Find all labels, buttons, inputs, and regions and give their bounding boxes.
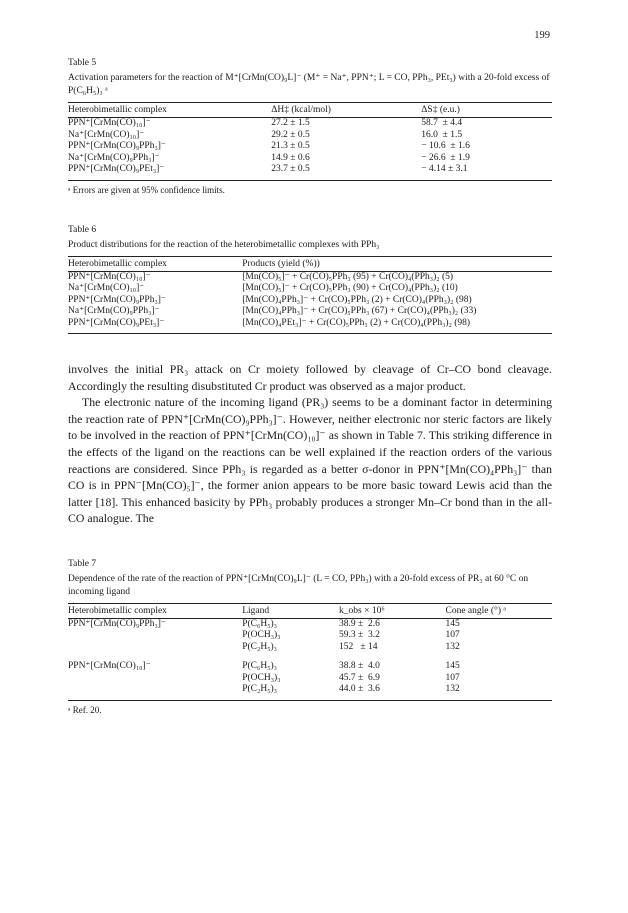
table-cell: 107 xyxy=(445,672,460,683)
table-row xyxy=(68,164,552,180)
table-7 xyxy=(68,603,552,701)
table-cell: PPN⁺[CrMn(CO)₉PPh₃]⁻ xyxy=(68,294,166,305)
table-cell: 58.7 ± 4.4 xyxy=(421,118,463,128)
table-cell: Na⁺[CrMn(CO)₉PPh₃]⁻ xyxy=(68,306,160,316)
table-cell: − 10.6 ± 1.6 xyxy=(421,141,470,151)
table-cell: 38.8 ± 4.0 xyxy=(339,661,380,672)
table-cell: PPN⁺[CrMn(CO)₁₀]⁻ xyxy=(68,271,151,282)
table-cell: 45.7 ± 6.9 xyxy=(339,672,380,683)
table-cell: [Mn(CO)₄PPh₃]⁻ + Cr(CO)₅PPh₃ (2) + Cr(CO)₄(PPh₃)₂ (98) xyxy=(242,294,472,305)
table-cell: 38.9 ± 2.6 xyxy=(339,618,380,629)
table-cell: 107 xyxy=(445,630,460,641)
table-cell: P(C₆H₅)₃ xyxy=(242,661,277,672)
table-7-header: Heterobimetallic complex xyxy=(68,603,242,618)
table-7-footnote: ᵃ Ref. 20. xyxy=(68,704,102,715)
page-number: 199 xyxy=(534,30,550,41)
table-7-label: Table 7 xyxy=(68,558,97,569)
table-row xyxy=(68,118,552,130)
table-cell: P(OCH₃)₃ xyxy=(242,672,281,683)
table-cell: 21.3 ± 0.5 xyxy=(271,141,310,151)
table-cell: 14.9 ± 0.6 xyxy=(271,152,310,163)
table-cell: − 4.14 ± 3.1 xyxy=(421,164,468,174)
table-row xyxy=(68,283,552,295)
body-paragraph: involves the initial PR₃ attack on Cr moiety followed by cleavage of Cr–CO bond cleavage. Accordingly the resulting disubstituted Cr product was observed as a major product. xyxy=(68,362,552,393)
table-6-caption: Product distributions for the reaction of the heterobimetallic complexes with PPh₃ xyxy=(68,239,380,250)
table-row xyxy=(68,130,552,142)
table-cell: PPN⁺[CrMn(CO)₁₀]⁻ xyxy=(68,661,151,672)
table-cell: PPN⁺[CrMn(CO)₁₀]⁻ xyxy=(68,118,151,128)
table-cell: PPN⁺[CrMn(CO)₉PPh₃]⁻ xyxy=(68,141,166,151)
table-cell: 132 xyxy=(445,641,460,652)
table-row xyxy=(68,642,552,654)
table-cell: PPN⁺[CrMn(CO)₉PEt₃]⁻ xyxy=(68,317,165,328)
table-cell: 44.0 ± 3.6 xyxy=(339,684,380,695)
table-7-header: k_obs × 10⁶ xyxy=(339,603,445,618)
table-row xyxy=(68,295,552,307)
table-cell: PPN⁺[CrMn(CO)₉PEt₃]⁻ xyxy=(68,164,165,174)
table-cell: P(OCH₃)₃ xyxy=(242,630,281,641)
table-cell: 16.0 ± 1.5 xyxy=(421,129,463,140)
table-cell: [Mn(CO)₅]⁻ + Cr(CO)₅PPh₃ (90) + Cr(CO)₄(PPh₃)₂ (10) xyxy=(242,283,458,293)
table-cell: 23.7 ± 0.5 xyxy=(271,164,310,174)
body-paragraph: The electronic nature of the incoming ligand (PR₃) seems to be a dominant factor in determining the reaction rate of PPN⁺[CrMn(CO)₉PPh₃]⁻. However, neither electronic nor steric factors are likely to be involved in the reaction of PPN⁺[CrMn(CO)₁₀]⁻ as shown in Table 7. This striking difference in the effects of the ligand on the reactions can be well explained if the reaction orders of the various reactions are considered. Since PPh₃ is regarded as a better σ-donor in PPN⁺[Mn(CO)₄PPh₃]⁻ than CO is in PPN⁻[Mn(CO)₅]⁻, the former anion appears to be more basic toward Lewis acid than the latter [18]. This enhanced basicity by PPh₃ probably produces a stronger Mn–Cr bond than in the all-CO analogue. The xyxy=(68,395,552,526)
table-cell: 145 xyxy=(445,661,460,672)
table-cell: 27.2 ± 1.5 xyxy=(271,118,310,128)
table-cell: Na⁺[CrMn(CO)₁₀]⁻ xyxy=(68,283,145,293)
table-row xyxy=(68,630,552,642)
page-content xyxy=(68,58,552,715)
table-row xyxy=(68,318,552,334)
table-6-label: Table 6 xyxy=(68,224,97,235)
table-cell: Na⁺[CrMn(CO)₁₀]⁻ xyxy=(68,129,145,140)
table-5-section xyxy=(68,58,552,195)
table-7-caption: Dependence of the rate of the reaction of PPN⁺[CrMn(CO)₉L]⁻ (L = CO, PPh₃) with a 20-fold excess of PR₃ at 60 °C on incoming ligand xyxy=(68,573,529,597)
table-row xyxy=(68,618,552,630)
table-5-header: Heterobimetallic complex xyxy=(68,103,271,118)
table-cell: 29.2 ± 0.5 xyxy=(271,129,310,140)
table-cell: Na⁺[CrMn(CO)₉PPh₃]⁻ xyxy=(68,152,160,163)
table-cell: − 26.6 ± 1.9 xyxy=(421,152,470,163)
table-5-header: ΔH‡ (kcal/mol) xyxy=(271,103,421,118)
table-6-header: Heterobimetallic complex xyxy=(68,256,242,271)
table-5-label: Table 5 xyxy=(68,58,97,68)
table-cell: 132 xyxy=(445,684,460,695)
table-cell: PPN⁺[CrMn(CO)₉PPh₃]⁻ xyxy=(68,618,166,629)
table-7-header: Cone angle (°) ᵃ xyxy=(446,603,553,618)
table-row xyxy=(68,306,552,318)
table-row xyxy=(68,684,552,700)
table-cell: P(C₆H₅)₃ xyxy=(242,618,277,629)
table-5 xyxy=(68,102,552,181)
table-cell: [Mn(CO)₄PPh₃]⁻ + Cr(CO)₅PPh₃ (67) + Cr(CO)₄(PPh₃)₂ (33) xyxy=(242,306,477,316)
table-row xyxy=(68,661,552,673)
table-cell: P(C₂H₅)₃ xyxy=(242,684,277,695)
table-7-section xyxy=(68,559,552,715)
table-7-header: Ligand xyxy=(242,603,339,618)
table-6 xyxy=(68,256,552,335)
table-row xyxy=(68,673,552,685)
table-5-footnote: ᵃ Errors are given at 95% confidence limits. xyxy=(68,184,225,195)
table-6-section xyxy=(68,225,552,335)
table-row xyxy=(68,141,552,153)
table-cell: [Mn(CO)₅]⁻ + Cr(CO)₅PPh₃ (95) + Cr(CO)₄(PPh₃)₂ (5) xyxy=(242,271,454,282)
table-cell: 59.3 ± 3.2 xyxy=(339,630,380,641)
table-6-header: Products (yield (%)) xyxy=(242,256,552,271)
table-5-header: ΔS‡ (e.u.) xyxy=(421,103,552,118)
table-row xyxy=(68,271,552,283)
table-row xyxy=(68,153,552,165)
table-cell: 145 xyxy=(445,618,460,629)
body-text xyxy=(68,361,552,527)
table-5-caption: Activation parameters for the reaction of M⁺[CrMn(CO)₉L]⁻ (M⁺ = Na⁺, PPN⁺; L = CO, PPh₃, PEt₃) with a 20-fold excess of P(C₆H₅)₃ ᵃ xyxy=(68,73,550,96)
table-cell: P(C₂H₅)₃ xyxy=(242,641,277,652)
table-cell: 152 ± 14 xyxy=(339,641,378,652)
table-cell: [Mn(CO)₄PEt₃]⁻ + Cr(CO)₅PPh₃ (2) + Cr(CO)₄(PPh₃)₂ (98) xyxy=(242,317,471,328)
